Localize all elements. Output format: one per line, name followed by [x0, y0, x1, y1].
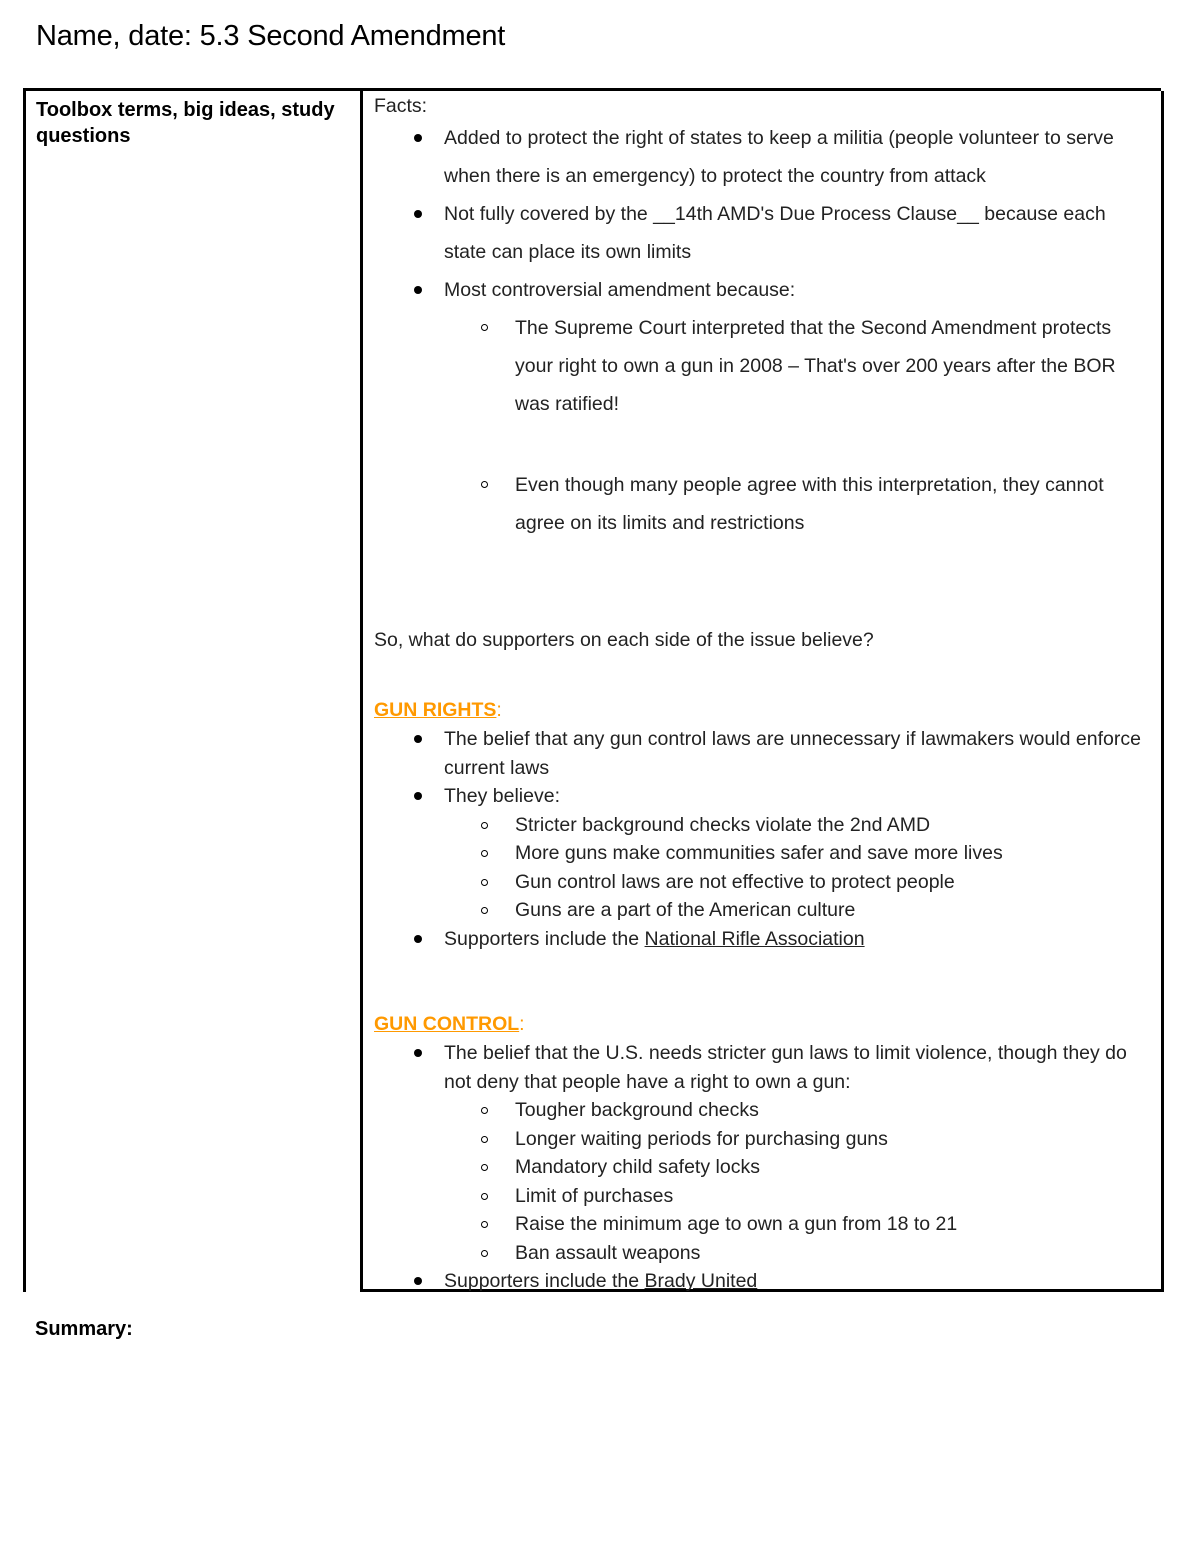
gun-rights-list: [374, 725, 1154, 953]
page-title: Name, date: 5.3 Second Amendment: [36, 20, 506, 52]
fact-item: [374, 271, 1161, 542]
they-believe-label: They believe:: [444, 785, 560, 807]
gun-control-supporters: [374, 1267, 1154, 1296]
gun-rights-belief: The belief that any gun control laws are unnecessary if lawmakers would enforce current laws: [374, 725, 1144, 782]
gun-rights-they-believe: [374, 782, 1154, 925]
gun-control-measure: Tougher background checks: [374, 1096, 1144, 1125]
gun-control-measure: Ban assault weapons: [374, 1239, 1144, 1268]
left-column: [26, 91, 363, 1292]
gun-rights-title: GUN RIGHTS: [374, 699, 497, 721]
gun-control-colon: :: [519, 1013, 525, 1035]
cornell-notes-table: [23, 88, 1161, 1292]
gun-control-belief: [374, 1039, 1144, 1267]
summary-label: Summary:: [35, 1318, 133, 1340]
gun-control-belief-text: The belief that the U.S. needs stricter gun laws to limit violence, though they do not deny that people have a right to own a gun:: [444, 1042, 1127, 1093]
fact-sublist: [444, 309, 1161, 542]
fact-subitem: The Supreme Court interpreted that the Second Amendment protects your right to own a gun in 2008 – That's over 200 years after the BOR was ratified!: [374, 309, 1135, 423]
gun-rights-belief-item: Stricter background checks violate the 2nd AMD: [374, 811, 1154, 840]
gun-control-measure: Longer waiting periods for purchasing guns: [374, 1125, 1144, 1154]
fact-item-text: Most controversial amendment because:: [444, 279, 796, 301]
fact-item: Not fully covered by the __14th AMD's Due Process Clause__ because each state can place its own limits: [374, 195, 1144, 271]
gun-rights-beliefs-list: [444, 811, 1154, 925]
fact-item: Added to protect the right of states to keep a militia (people volunteer to serve when there is an emergency) to protect the country from attack: [374, 119, 1144, 195]
gun-control-measure: Raise the minimum age to own a gun from 18 to 21: [374, 1210, 1144, 1239]
facts-list: [374, 119, 1161, 542]
gun-rights-section: [374, 697, 1154, 953]
gun-control-section: [374, 1011, 1154, 1296]
gun-control-title-line: [374, 1011, 1154, 1037]
gun-control-measures-list: [444, 1096, 1144, 1267]
discussion-question: So, what do supporters on each side of the issue believe?: [374, 629, 874, 651]
right-column: [363, 91, 1164, 1292]
supporters-prefix: Supporters include the: [444, 1270, 645, 1292]
facts-label: Facts:: [374, 95, 428, 117]
brady-united-link[interactable]: Brady United: [644, 1270, 758, 1292]
gun-rights-belief-item: Gun control laws are not effective to protect people: [374, 868, 1154, 897]
gun-rights-colon: :: [496, 699, 502, 721]
gun-control-measure: Mandatory child safety locks: [374, 1153, 1144, 1182]
gun-rights-supporters: [374, 925, 1154, 954]
gun-control-list: [374, 1039, 1154, 1296]
gun-control-measure: Limit of purchases: [374, 1182, 1144, 1211]
left-column-heading: Toolbox terms, big ideas, study questions: [36, 99, 335, 147]
gun-rights-title-line: [374, 697, 1154, 723]
fact-subitem: Even though many people agree with this interpretation, they cannot agree on its limits and restrictions: [374, 466, 1135, 542]
gun-rights-belief-item: Guns are a part of the American culture: [374, 896, 1154, 925]
gun-rights-belief-item: More guns make communities safer and save more lives: [374, 839, 1154, 868]
supporters-prefix: Supporters include the: [444, 927, 645, 950]
gun-control-title: GUN CONTROL: [374, 1013, 520, 1035]
facts-list-wrapper: [374, 119, 1161, 542]
nra-link[interactable]: National Rifle Association: [644, 927, 865, 950]
